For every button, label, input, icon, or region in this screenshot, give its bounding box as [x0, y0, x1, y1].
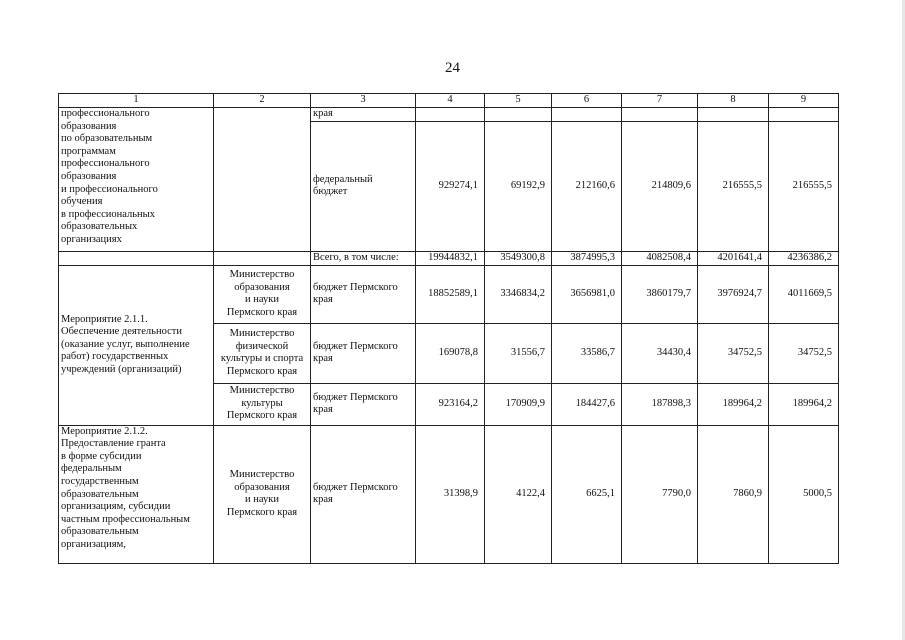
- executor-cell: Министерство образования и науки Пермского края: [214, 265, 311, 323]
- value-cell: 170909,9: [485, 383, 552, 425]
- value-cell: 3656981,0: [552, 265, 622, 323]
- value-cell: [552, 108, 622, 122]
- value-cell: 4201641,4: [698, 251, 769, 265]
- value-cell: 33586,7: [552, 323, 622, 383]
- value-cell: 214809,6: [622, 121, 698, 251]
- executor-cell: [214, 108, 311, 252]
- table-row: [59, 108, 839, 122]
- value-cell: 6625,1: [552, 425, 622, 563]
- column-header: 8: [698, 94, 769, 108]
- value-cell: 212160,6: [552, 121, 622, 251]
- executor-cell: [214, 251, 311, 265]
- value-cell: 31556,7: [485, 323, 552, 383]
- column-header: 2: [214, 94, 311, 108]
- value-cell: 169078,8: [416, 323, 485, 383]
- value-cell: 923164,2: [416, 383, 485, 425]
- value-cell: 5000,5: [769, 425, 839, 563]
- value-cell: 189964,2: [769, 383, 839, 425]
- value-cell: [698, 108, 769, 122]
- value-cell: 3860179,7: [622, 265, 698, 323]
- funding-source: бюджет Пермского края: [311, 383, 416, 425]
- executor-cell: Министерство физической культуры и спорта Пермского края: [214, 323, 311, 383]
- table-row: [59, 251, 839, 265]
- funding-source: бюджет Пермского края: [311, 265, 416, 323]
- value-cell: 187898,3: [622, 383, 698, 425]
- value-cell: 3549300,8: [485, 251, 552, 265]
- value-cell: 19944832,1: [416, 251, 485, 265]
- column-header: 4: [416, 94, 485, 108]
- funding-source: бюджет Пермского края: [311, 323, 416, 383]
- value-cell: [416, 108, 485, 122]
- value-cell: 216555,5: [769, 121, 839, 251]
- value-cell: 4122,4: [485, 425, 552, 563]
- table-row: [59, 425, 839, 563]
- funding-source: Всего, в том числе:: [311, 251, 416, 265]
- value-cell: [622, 108, 698, 122]
- value-cell: 3874995,3: [552, 251, 622, 265]
- value-cell: 3346834,2: [485, 265, 552, 323]
- value-cell: 184427,6: [552, 383, 622, 425]
- budget-table: [58, 93, 839, 564]
- value-cell: 69192,9: [485, 121, 552, 251]
- measure-name: Мероприятие 2.1.1. Обеспечение деятельности (оказание услуг, выполнение работ) государственных учреждений (организаций): [59, 265, 214, 425]
- column-header: 6: [552, 94, 622, 108]
- page-number: 24: [445, 60, 460, 76]
- value-cell: 929274,1: [416, 121, 485, 251]
- value-cell: [485, 108, 552, 122]
- measure-name: профессионального образования по образовательным программам профессионального образования и профессионального обучения в профессиональных образовательных организациях: [59, 108, 214, 252]
- executor-cell: Министерство образования и науки Пермского края: [214, 425, 311, 563]
- column-header: 1: [59, 94, 214, 108]
- column-header: 5: [485, 94, 552, 108]
- value-cell: 34752,5: [698, 323, 769, 383]
- value-cell: 4236386,2: [769, 251, 839, 265]
- value-cell: 7790,0: [622, 425, 698, 563]
- measure-name: [59, 251, 214, 265]
- value-cell: 34430,4: [622, 323, 698, 383]
- funding-source: края: [311, 108, 416, 122]
- column-header: 9: [769, 94, 839, 108]
- measure-name: Мероприятие 2.1.2. Предоставление гранта в форме субсидии федеральным государственным образовательным организациям, субсидии частным профессиональным образовательным организациям,: [59, 425, 214, 563]
- value-cell: 18852589,1: [416, 265, 485, 323]
- column-header: 3: [311, 94, 416, 108]
- value-cell: 3976924,7: [698, 265, 769, 323]
- value-cell: 4082508,4: [622, 251, 698, 265]
- column-header: 7: [622, 94, 698, 108]
- value-cell: 4011669,5: [769, 265, 839, 323]
- funding-source: федеральный бюджет: [311, 121, 416, 251]
- funding-source: бюджет Пермского края: [311, 425, 416, 563]
- value-cell: [769, 108, 839, 122]
- value-cell: 31398,9: [416, 425, 485, 563]
- table-row: [59, 265, 839, 323]
- header-row: [59, 94, 839, 108]
- value-cell: 216555,5: [698, 121, 769, 251]
- value-cell: 34752,5: [769, 323, 839, 383]
- executor-cell: Министерство культуры Пермского края: [214, 383, 311, 425]
- value-cell: 7860,9: [698, 425, 769, 563]
- value-cell: 189964,2: [698, 383, 769, 425]
